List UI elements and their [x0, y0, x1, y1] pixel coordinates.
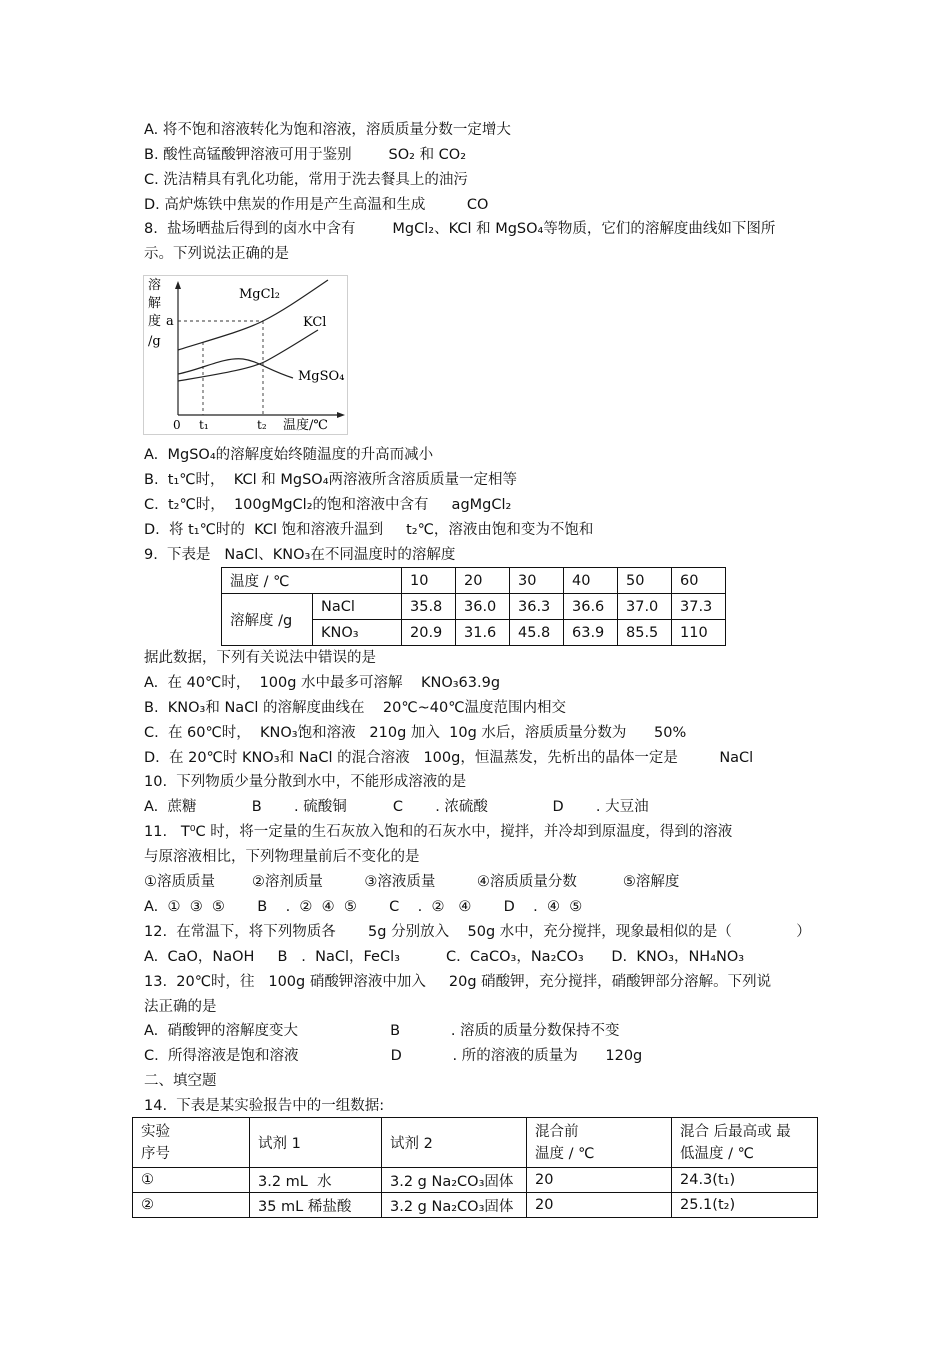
data-cell: 35 mL 稀盐酸	[250, 1193, 382, 1218]
table-row	[133, 1193, 818, 1218]
option-8a: A. MgSO₄的溶解度始终随温度的升高而减小	[144, 447, 434, 463]
t2-label: t₂	[257, 418, 267, 432]
data-cell: ②	[133, 1193, 250, 1218]
header-cell: 混合 后最高或 最 低温度 / ℃	[672, 1118, 818, 1168]
question-11-options: A. ① ③ ⑤ B . ② ④ ⑤ C . ② ④ D . ④ ⑤	[144, 899, 583, 915]
value-cell: 31.6	[456, 620, 510, 646]
section-heading: 二、填空题	[144, 1073, 217, 1089]
mgso4-curve	[178, 359, 293, 378]
question-13-stem-cont: 法正确的是	[144, 999, 217, 1015]
header-cell: 试剂 2	[382, 1118, 527, 1168]
origin-label: 0	[173, 418, 181, 432]
value-cell: 36.6	[564, 594, 618, 620]
temp-cell: 20	[456, 568, 510, 594]
t1-label: t₁	[199, 418, 209, 432]
question-11-stem: 11. T⁰C 时，将一定量的生石灰放入饱和的石灰水中，搅拌，并冷却到原温度，得到的溶液	[144, 824, 733, 840]
substance-name: KNO₃	[313, 620, 402, 646]
temp-header: 温度 / ℃	[222, 568, 402, 594]
question-8-stem-cont: 示。下列说法正确的是	[144, 246, 289, 262]
question-8-stem: 8. 盐场晒盐后得到的卤水中含有 MgCl₂、KCl 和 MgSO₄等物质，它们的溶解度曲线如下图所	[144, 221, 776, 237]
option-8b: B. t₁℃时， KCl 和 MgSO₄两溶液所含溶质质量一定相等	[144, 472, 518, 488]
data-cell: 3.2 g Na₂CO₃固体	[382, 1168, 527, 1193]
value-cell: 110	[672, 620, 726, 646]
solubility-label: 溶解度 /g	[222, 594, 313, 646]
xlabel: 温度/℃	[283, 418, 328, 433]
value-cell: 37.0	[618, 594, 672, 620]
option-9d: D. 在 20℃时 KNO₃和 NaCl 的混合溶液 100g，恒温蒸发，先析出的晶体一定是 NaCl	[144, 750, 754, 766]
data-cell: 20	[527, 1193, 672, 1218]
data-cell: 3.2 g Na₂CO₃固体	[382, 1193, 527, 1218]
temp-cell: 30	[510, 568, 564, 594]
solubility-curve-graph	[143, 275, 348, 435]
temp-cell: 60	[672, 568, 726, 594]
ylabel-char-2: 解	[148, 296, 162, 311]
a-label: a	[166, 314, 174, 329]
question-12-stem: 12. 在常温下，将下列物质各 5g 分别放入 50g 水中，充分搅拌，现象最相似的是（ ）	[144, 924, 811, 940]
value-cell: 36.3	[510, 594, 564, 620]
option-13ab: A. 硝酸钾的溶解度变大 B . 溶质的质量分数保持不变	[144, 1023, 620, 1039]
question-9-stem: 9. 下表是 NaCl、KNO₃在不同温度时的溶解度	[144, 547, 456, 563]
ylabel-char-3: 度	[148, 314, 162, 329]
question-11-quantities: ①溶质质量 ②溶剂质量 ③溶液质量 ④溶质质量分数 ⑤溶解度	[144, 874, 680, 890]
data-cell: 20	[527, 1168, 672, 1193]
option-7c: C. 洗洁精具有乳化功能，常用于洗去餐具上的油污	[144, 172, 468, 188]
header-cell: 混合前 温度 / ℃	[527, 1118, 672, 1168]
ylabel-char-1: 溶	[148, 278, 162, 293]
y-axis-arrow	[175, 281, 181, 289]
value-cell: 20.9	[402, 620, 456, 646]
mgcl2-label: MgCl₂	[239, 287, 280, 302]
question-14-stem: 14. 下表是某实验报告中的一组数据:	[144, 1098, 385, 1114]
option-9a: A. 在 40℃时， 100g 水中最多可溶解 KNO₃63.9g	[144, 675, 501, 691]
mgso4-label: MgSO₄	[298, 369, 345, 384]
option-8c: C. t₂℃时， 100gMgCl₂的饱和溶液中含有 agMgCl₂	[144, 497, 512, 513]
value-cell: 63.9	[564, 620, 618, 646]
header-cell: 试剂 1	[250, 1118, 382, 1168]
data-cell: 3.2 mL 水	[250, 1168, 382, 1193]
value-cell: 36.0	[456, 594, 510, 620]
option-9b: B. KNO₃和 NaCl 的溶解度曲线在 20℃~40℃温度范围内相交	[144, 700, 567, 716]
data-cell: ①	[133, 1168, 250, 1193]
value-cell: 85.5	[618, 620, 672, 646]
x-axis-arrow	[337, 412, 345, 418]
ylabel-char-4: /g	[148, 334, 161, 349]
experiment-table	[132, 1117, 818, 1218]
solubility-table	[221, 567, 726, 646]
temp-cell: 40	[564, 568, 618, 594]
question-10-stem: 10. 下列物质少量分散到水中，不能形成溶液的是	[144, 774, 467, 790]
data-cell: 25.1(t₂)	[672, 1193, 818, 1218]
option-7b: B. 酸性高锰酸钾溶液可用于鉴别 SO₂ 和 CO₂	[144, 147, 467, 163]
option-7a: A. 将不饱和溶液转化为饱和溶液，溶质质量分数一定增大	[144, 122, 511, 138]
value-cell: 37.3	[672, 594, 726, 620]
value-cell: 45.8	[510, 620, 564, 646]
question-11-stem-cont: 与原溶液相比，下列物理量前后不变化的是	[144, 849, 420, 865]
data-cell: 24.3(t₁)	[672, 1168, 818, 1193]
question-9-prompt: 据此数据，下列有关说法中错误的是	[144, 650, 376, 666]
temp-cell: 50	[618, 568, 672, 594]
question-10-options: A. 蔗糖 B . 硫酸铜 C . 浓硫酸 D . 大豆油	[144, 799, 649, 815]
substance-name: NaCl	[313, 594, 402, 620]
value-cell: 35.8	[402, 594, 456, 620]
kcl-label: KCl	[303, 315, 327, 330]
table-row	[222, 568, 726, 594]
table-row	[133, 1168, 818, 1193]
option-13cd: C. 所得溶液是饱和溶液 D . 所的溶液的质量为 120g	[144, 1048, 643, 1064]
table-row	[222, 594, 726, 620]
header-cell: 实验 序号	[133, 1118, 250, 1168]
question-13-stem: 13. 20℃时，往 100g 硝酸钾溶液中加入 20g 硝酸钾，充分搅拌，硝酸钾部分溶解。下列说	[144, 974, 772, 990]
table-row	[133, 1118, 818, 1168]
kcl-curve	[178, 330, 318, 381]
option-7d: D. 高炉炼铁中焦炭的作用是产生高温和生成 CO	[144, 197, 489, 213]
question-12-options: A. CaO，NaOH B . NaCl，FeCl₃ C. CaCO₃，Na₂CO₃ D. KNO₃，NH₄NO₃	[144, 949, 745, 965]
temp-cell: 10	[402, 568, 456, 594]
option-9c: C. 在 60℃时， KNO₃饱和溶液 210g 加入 10g 水后，溶质质量分数为 50%	[144, 725, 687, 741]
option-8d: D. 将 t₁℃时的 KCl 饱和溶液升温到 t₂℃，溶液由饱和变为不饱和	[144, 522, 594, 538]
